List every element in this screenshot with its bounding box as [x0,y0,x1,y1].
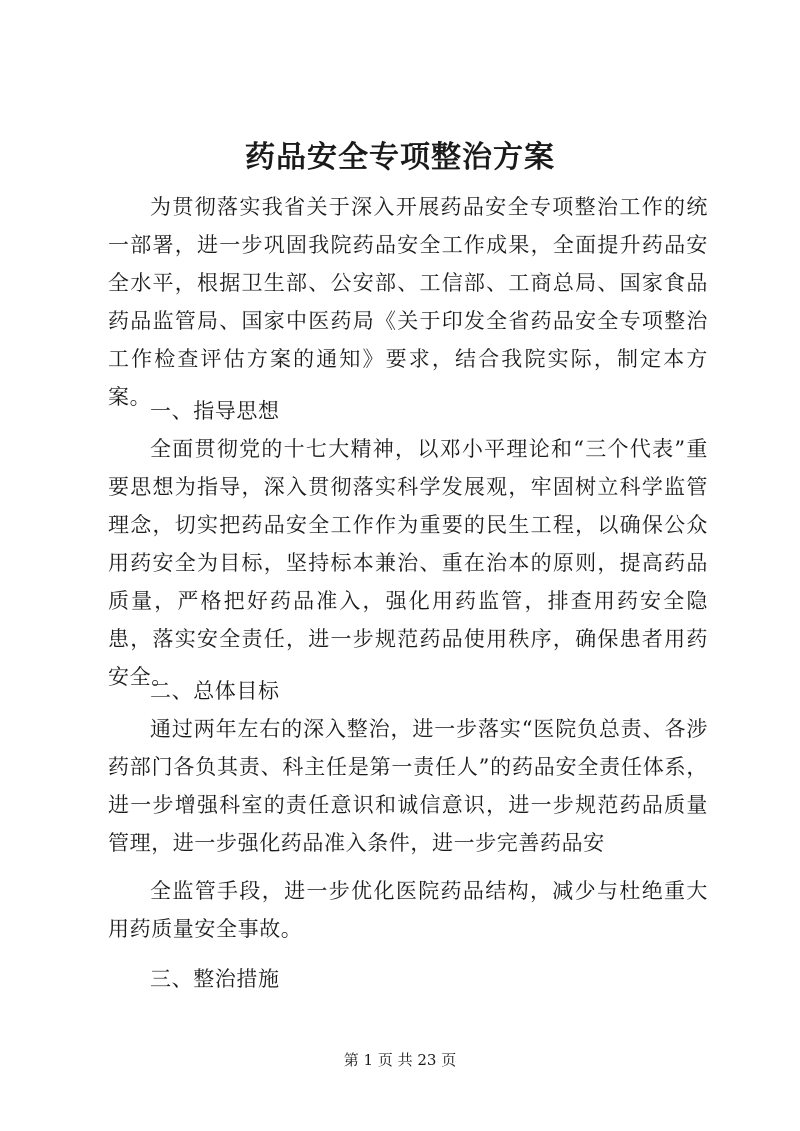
overall-goals-continuation-paragraph: 全监管手段，进一步优化医院药品结构，减少与杜绝重大用药质量安全事故。 [108,879,708,941]
section-heading-overall-goals: 二、总体目标 [150,679,280,703]
section-heading-rectification-measures: 三、整治措施 [150,967,280,991]
guiding-ideology-paragraph: 全面贯彻党的十七大精神，以邓小平理论和“三个代表”重要思想为指导，深入贯彻落实科学发展观，牢固树立科学监管理念，切实把药品安全工作作为重要的民生工程，以确保公众用药安全为目标，坚持标本兼治、重在治本的原则，提高药品质量，严格把好药品准入，强化用药监管，排查用药安全隐患，落实安全责任，进一步规范药品使用秩序，确保患者用药安全。 [108,437,708,689]
section-heading-guiding-ideology: 一、指导思想 [150,399,280,423]
document-title: 药品安全专项整治方案 [245,140,555,175]
page-number-footer: 第 1 页 共 23 页 [343,1051,457,1069]
overall-goals-paragraph: 通过两年左右的深入整治，进一步落实“医院负总责、各涉药部门各负其责、科主任是第一责任人”的药品安全责任体系，进一步增强科室的责任意识和诚信意识，进一步规范药品质量管理，进一步强化药品准入条件，进一步完善药品安 [108,717,708,855]
intro-paragraph: 为贯彻落实我省关于深入开展药品安全专项整治工作的统一部署，进一步巩固我院药品安全工作成果，全面提升药品安全水平，根据卫生部、公安部、工信部、工商总局、国家食品药品监管局、国家中医药局《关于印发全省药品安全专项整治工作检查评估方案的通知》要求，结合我院实际，制定本方案。 [108,195,708,409]
